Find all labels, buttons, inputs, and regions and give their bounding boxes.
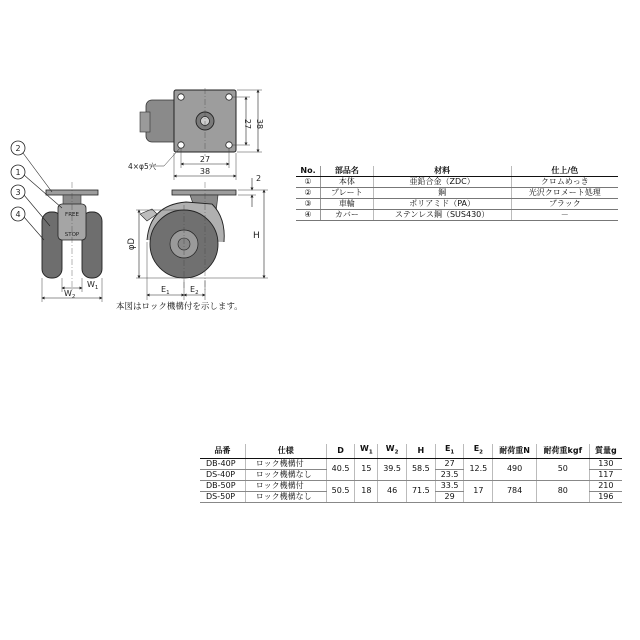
part-name: プレート bbox=[321, 188, 374, 199]
table-row bbox=[296, 199, 618, 210]
dim-plate-thickness: 2 bbox=[256, 174, 262, 183]
part-finish: － bbox=[511, 210, 618, 221]
h-cell: 58.5 bbox=[406, 458, 435, 480]
dim-hole: 4×φ5穴 bbox=[128, 162, 157, 171]
dim-diameter: φD bbox=[127, 237, 137, 251]
spec-cell: ロック機構付 bbox=[245, 458, 326, 469]
e1-cell: 27 bbox=[435, 458, 464, 469]
dim-w2: $W_2$ bbox=[64, 289, 76, 300]
model-cell: DS-50P bbox=[200, 491, 245, 502]
dim-e1: $E_1$ bbox=[161, 285, 170, 296]
spec-cell: ロック機構なし bbox=[245, 469, 326, 480]
mass-cell: 196 bbox=[589, 491, 622, 502]
part-name: 車輪 bbox=[321, 199, 374, 210]
table-row bbox=[200, 480, 622, 491]
spec-cell: ロック機構なし bbox=[245, 491, 326, 502]
dim-38-right: 38 bbox=[255, 118, 264, 130]
load-kgf-cell: 80 bbox=[536, 480, 589, 502]
dim-27-right: 27 bbox=[243, 118, 252, 130]
d-cell: 50.5 bbox=[326, 480, 355, 502]
d-cell: 40.5 bbox=[326, 458, 355, 480]
dim-w1: $W_1$ bbox=[87, 280, 99, 291]
dim-27-bottom: 27 bbox=[199, 155, 211, 164]
part-no: ② bbox=[296, 188, 321, 199]
mass-cell: 130 bbox=[589, 458, 622, 469]
e1-cell: 29 bbox=[435, 491, 464, 502]
col-load-n: 耐荷重N bbox=[493, 444, 537, 458]
top-view bbox=[140, 88, 236, 156]
part-material: ポリアミド（PA） bbox=[373, 199, 511, 210]
wheel-free-text: FREE bbox=[65, 212, 79, 218]
part-material: 亜鉛合金（ZDC） bbox=[373, 177, 511, 188]
h-cell: 71.5 bbox=[406, 480, 435, 502]
mass-cell: 117 bbox=[589, 469, 622, 480]
part-finish: 光沢クロメート処理 bbox=[511, 188, 618, 199]
parts-table-header bbox=[296, 166, 618, 177]
w2-cell: 46 bbox=[378, 480, 407, 502]
part-material: ステンレス鋼（SUS430） bbox=[373, 210, 511, 221]
table-row bbox=[296, 210, 618, 221]
drawing-caption: 本図はロック機構付を示します。 bbox=[116, 302, 243, 312]
part-finish: ブラック bbox=[511, 199, 618, 210]
model-cell: DS-40P bbox=[200, 469, 245, 480]
e2-cell: 17 bbox=[464, 480, 493, 502]
w1-cell: 15 bbox=[355, 458, 378, 480]
side-view bbox=[140, 182, 236, 290]
w1-cell: 18 bbox=[355, 480, 378, 502]
part-name: 本体 bbox=[321, 177, 374, 188]
w2-cell: 39.5 bbox=[378, 458, 407, 480]
e1-cell: 23.5 bbox=[435, 469, 464, 480]
callout-4: 4 bbox=[15, 210, 21, 219]
load-n-cell: 784 bbox=[493, 480, 537, 502]
callout-3: 3 bbox=[15, 188, 21, 197]
part-no: ① bbox=[296, 177, 321, 188]
callout-2: 2 bbox=[15, 144, 21, 153]
wheel-stop-text: STOP bbox=[64, 232, 80, 238]
col-model: 品番 bbox=[200, 444, 245, 458]
e2-cell: 12.5 bbox=[464, 458, 493, 480]
dim-height: H bbox=[253, 231, 260, 241]
e1-cell: 33.5 bbox=[435, 480, 464, 491]
col-mass: 質量g bbox=[589, 444, 622, 458]
col-w1: $W_1$ bbox=[355, 444, 378, 458]
col-material: 材料 bbox=[373, 166, 511, 177]
part-no: ③ bbox=[296, 199, 321, 210]
table-row bbox=[296, 177, 618, 188]
parts-table bbox=[296, 166, 618, 221]
col-load-kgf: 耐荷重kgf bbox=[536, 444, 589, 458]
part-no: ④ bbox=[296, 210, 321, 221]
load-n-cell: 490 bbox=[493, 458, 537, 480]
dim-e2: $E_2$ bbox=[190, 285, 199, 296]
col-e1: $E_1$ bbox=[435, 444, 464, 458]
col-part-name: 部品名 bbox=[321, 166, 374, 177]
col-spec: 仕様 bbox=[245, 444, 326, 458]
part-finish: クロムめっき bbox=[511, 177, 618, 188]
col-d: D bbox=[326, 444, 355, 458]
spec-table bbox=[200, 444, 622, 503]
part-material: 鋼 bbox=[373, 188, 511, 199]
model-cell: DB-50P bbox=[200, 480, 245, 491]
model-cell: DB-40P bbox=[200, 458, 245, 469]
col-finish: 仕上/色 bbox=[511, 166, 618, 177]
callout-1: 1 bbox=[15, 168, 21, 177]
table-row bbox=[296, 188, 618, 199]
col-no: No. bbox=[296, 166, 321, 177]
col-e2: $E_2$ bbox=[464, 444, 493, 458]
col-h: H bbox=[406, 444, 435, 458]
part-name: カバー bbox=[321, 210, 374, 221]
spec-table-header bbox=[200, 444, 622, 458]
mass-cell: 210 bbox=[589, 480, 622, 491]
dim-38-bottom: 38 bbox=[199, 167, 211, 176]
load-kgf-cell: 50 bbox=[536, 458, 589, 480]
spec-cell: ロック機構付 bbox=[245, 480, 326, 491]
col-w2: $W_2$ bbox=[378, 444, 407, 458]
table-row bbox=[200, 458, 622, 469]
